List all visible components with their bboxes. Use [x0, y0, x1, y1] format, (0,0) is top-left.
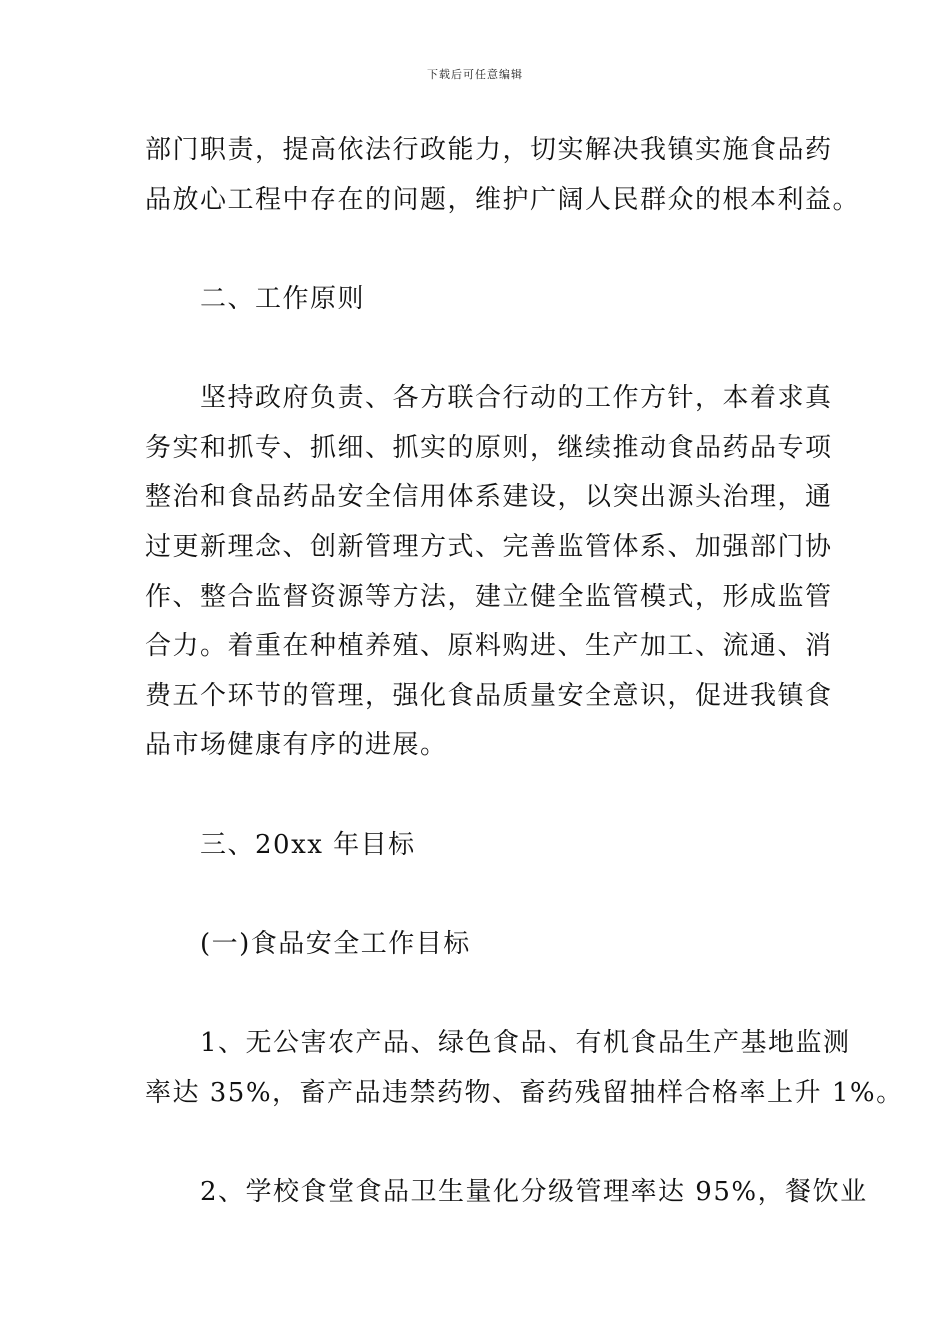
text-line: 品市场健康有序的进展。	[145, 730, 448, 760]
text-line: 合力。着重在种植养殖、原料购进、生产加工、流通、消	[145, 631, 833, 661]
text-line: 品放心工程中存在的问题，维护广阔人民群众的根本利益。	[145, 185, 861, 215]
text-line: 率达 35%，畜产品违禁药物、畜药残留抽样合格率上升 1%。	[145, 1078, 904, 1108]
section-heading: 三、20xx 年目标	[145, 830, 416, 860]
text-line: 务实和抓专、抓细、抓实的原则，继续推动食品药品专项	[145, 433, 833, 463]
text-line: 整治和食品药品安全信用体系建设，以突出源头治理，通	[145, 482, 833, 512]
text-line: 2、学校食堂食品卫生量化分级管理率达 95%，餐饮业	[145, 1177, 868, 1207]
section-heading: 二、工作原则	[145, 284, 366, 314]
text-line: 部门职责，提高依法行政能力，切实解决我镇实施食品药	[145, 135, 833, 165]
text-line: 作、整合监督资源等方法，建立健全监管模式，形成监管	[145, 582, 833, 612]
subsection-heading: (一)食品安全工作目标	[145, 929, 471, 959]
text-line: 坚持政府负责、各方联合行动的工作方针，本着求真	[145, 383, 833, 413]
text-line: 1、无公害农产品、绿色食品、有机食品生产基地监测	[145, 1028, 851, 1058]
header-note: 下载后可任意编辑	[427, 68, 523, 81]
text-line: 费五个环节的管理，强化食品质量安全意识，促进我镇食	[145, 681, 833, 711]
text-line: 过更新理念、创新管理方式、完善监管体系、加强部门协	[145, 532, 833, 562]
